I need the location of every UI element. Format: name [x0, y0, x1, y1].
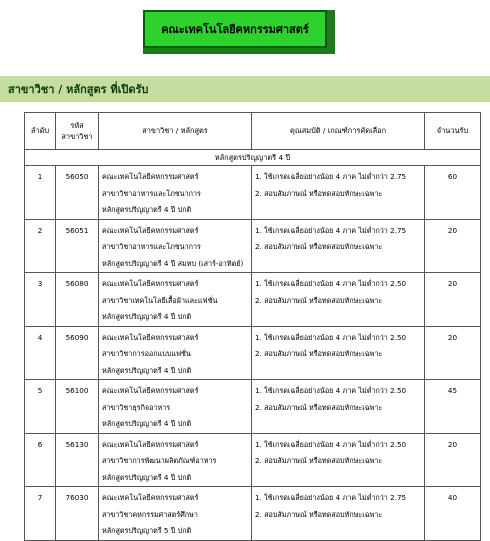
table-row [25, 219, 481, 273]
cell-seats: 20 [425, 273, 481, 327]
cell-code: 56050 [56, 166, 99, 220]
section-title: สาขาวิชา / หลักสูตร ที่เปิดรับ [0, 76, 490, 102]
programs-table [24, 112, 481, 541]
cell-program [99, 326, 252, 380]
cell-code: 56090 [56, 326, 99, 380]
criteria-gpa: 1. ใช้เกรดเฉลี่ยอย่างน้อย 4 ภาค ไม่ต่ำกว่า 2.75 [255, 493, 407, 502]
program-curriculum: หลักสูตรปริญญาตรี 4 ปี สมทบ (เสาร์-อาทิตย์) [102, 258, 244, 268]
program-faculty: คณะเทคโนโลยีคหกรรมศาสตร์ [102, 225, 199, 235]
header-code [56, 113, 99, 150]
criteria-interview: 2. สอบสัมภาษณ์ หรือทดสอบทักษะเฉพาะ [255, 509, 383, 519]
criteria-gpa: 1. ใช้เกรดเฉลี่ยอย่างน้อย 4 ภาค ไม่ต่ำกว่า 2.50 [255, 439, 407, 449]
program-major: สาขาวิชาเทคโนโลยีเสื้อผ้าและแฟชั่น [102, 295, 218, 305]
banner-title: คณะเทคโนโลยีคหกรรมศาสตร์ [143, 10, 327, 48]
program-major: สาขาวิชาคหกรรมศาสตร์ศึกษา [102, 509, 198, 519]
faculty-banner [143, 10, 335, 54]
criteria-interview: 2. สอบสัมภาษณ์ หรือทดสอบทักษะเฉพาะ [255, 402, 383, 412]
cell-seats: 45 [425, 380, 481, 434]
program-curriculum: หลักสูตรปริญญาตรี 4 ปี ปกติ [102, 472, 192, 482]
criteria-interview: 2. สอบสัมภาษณ์ หรือทดสอบทักษะเฉพาะ [255, 242, 383, 251]
program-curriculum: หลักสูตรปริญญาตรี 4 ปี ปกติ [102, 365, 192, 375]
criteria-interview: 2. สอบสัมภาษณ์ หรือทดสอบทักษะเฉพาะ [255, 349, 383, 358]
table-row [25, 273, 481, 327]
cell-program [99, 380, 252, 434]
cell-seats: 20 [425, 219, 481, 273]
cell-seats: 60 [425, 166, 481, 220]
cell-criteria [252, 487, 425, 541]
group-row [25, 150, 481, 166]
cell-code: 76030 [56, 487, 99, 541]
table-row [25, 433, 481, 487]
program-major: สาขาวิชาการออกแบบแฟชั่น [102, 349, 191, 358]
cell-no: 2 [25, 219, 56, 273]
cell-seats: 20 [425, 433, 481, 487]
cell-no: 5 [25, 380, 56, 434]
program-curriculum: หลักสูตรปริญญาตรี 5 ปี ปกติ [102, 526, 192, 535]
cell-criteria [252, 166, 425, 220]
criteria-interview: 2. สอบสัมภาษณ์ หรือทดสอบทักษะเฉพาะ [255, 295, 383, 305]
header-seats: จำนวนรับ [425, 113, 481, 150]
cell-no: 6 [25, 433, 56, 487]
cell-criteria [252, 326, 425, 380]
criteria-gpa: 1. ใช้เกรดเฉลี่ยอย่างน้อย 4 ภาค ไม่ต่ำกว่า 2.50 [255, 332, 407, 342]
cell-criteria [252, 273, 425, 327]
program-faculty: คณะเทคโนโลยีคหกรรมศาสตร์ [102, 172, 199, 181]
cell-code: 56080 [56, 273, 99, 327]
program-major: สาขาวิชาการพัฒนาผลิตภัณฑ์อาหาร [102, 456, 217, 465]
criteria-interview: 2. สอบสัมภาษณ์ หรือทดสอบทักษะเฉพาะ [255, 188, 383, 198]
cell-criteria [252, 219, 425, 273]
cell-code: 56100 [56, 380, 99, 434]
program-faculty: คณะเทคโนโลยีคหกรรมศาสตร์ [102, 386, 199, 395]
cell-no: 7 [25, 487, 56, 541]
cell-program [99, 487, 252, 541]
table-header-row [25, 113, 481, 150]
cell-criteria [252, 380, 425, 434]
criteria-gpa: 1. ใช้เกรดเฉลี่ยอย่างน้อย 4 ภาค ไม่ต่ำกว่า 2.50 [255, 279, 407, 288]
table-row [25, 487, 481, 541]
program-major: สาขาวิชาอาหารและโภชนาการ [102, 188, 201, 198]
cell-program [99, 433, 252, 487]
cell-no: 4 [25, 326, 56, 380]
program-faculty: คณะเทคโนโลยีคหกรรมศาสตร์ [102, 493, 199, 502]
program-curriculum: หลักสูตรปริญญาตรี 4 ปี ปกติ [102, 205, 192, 214]
criteria-interview: 2. สอบสัมภาษณ์ หรือทดสอบทักษะเฉพาะ [255, 456, 383, 465]
header-code-line1: รหัส [70, 120, 84, 130]
header-no: ลำดับ [25, 113, 56, 150]
program-faculty: คณะเทคโนโลยีคหกรรมศาสตร์ [102, 439, 199, 449]
header-program: สาขาวิชา / หลักสูตร [99, 113, 252, 150]
criteria-gpa: 1. ใช้เกรดเฉลี่ยอย่างน้อย 4 ภาค ไม่ต่ำกว่า 2.75 [255, 225, 407, 235]
header-criteria: คุณสมบัติ / เกณฑ์การคัดเลือก [252, 113, 425, 150]
cell-seats: 40 [425, 487, 481, 541]
cell-program [99, 273, 252, 327]
cell-program [99, 166, 252, 220]
program-major: สาขาวิชาอาหารและโภชนาการ [102, 242, 201, 251]
table-row [25, 326, 481, 380]
table-row [25, 166, 481, 220]
cell-program [99, 219, 252, 273]
criteria-gpa: 1. ใช้เกรดเฉลี่ยอย่างน้อย 4 ภาค ไม่ต่ำกว่า 2.75 [255, 172, 407, 181]
cell-criteria [252, 433, 425, 487]
program-major: สาขาวิชาธุรกิจอาหาร [102, 402, 171, 412]
cell-no: 1 [25, 166, 56, 220]
program-faculty: คณะเทคโนโลยีคหกรรมศาสตร์ [102, 332, 199, 342]
program-faculty: คณะเทคโนโลยีคหกรรมศาสตร์ [102, 279, 199, 288]
program-curriculum: หลักสูตรปริญญาตรี 4 ปี ปกติ [102, 419, 192, 428]
header-code-line2: สาขาวิชา [61, 132, 93, 141]
cell-code: 56130 [56, 433, 99, 487]
cell-code: 56051 [56, 219, 99, 273]
cell-no: 3 [25, 273, 56, 327]
group-label: หลักสูตรปริญญาตรี 4 ปี [25, 150, 481, 166]
criteria-gpa: 1. ใช้เกรดเฉลี่ยอย่างน้อย 4 ภาค ไม่ต่ำกว่า 2.50 [255, 386, 407, 395]
table-row [25, 380, 481, 434]
program-curriculum: หลักสูตรปริญญาตรี 4 ปี ปกติ [102, 312, 192, 321]
cell-seats: 20 [425, 326, 481, 380]
